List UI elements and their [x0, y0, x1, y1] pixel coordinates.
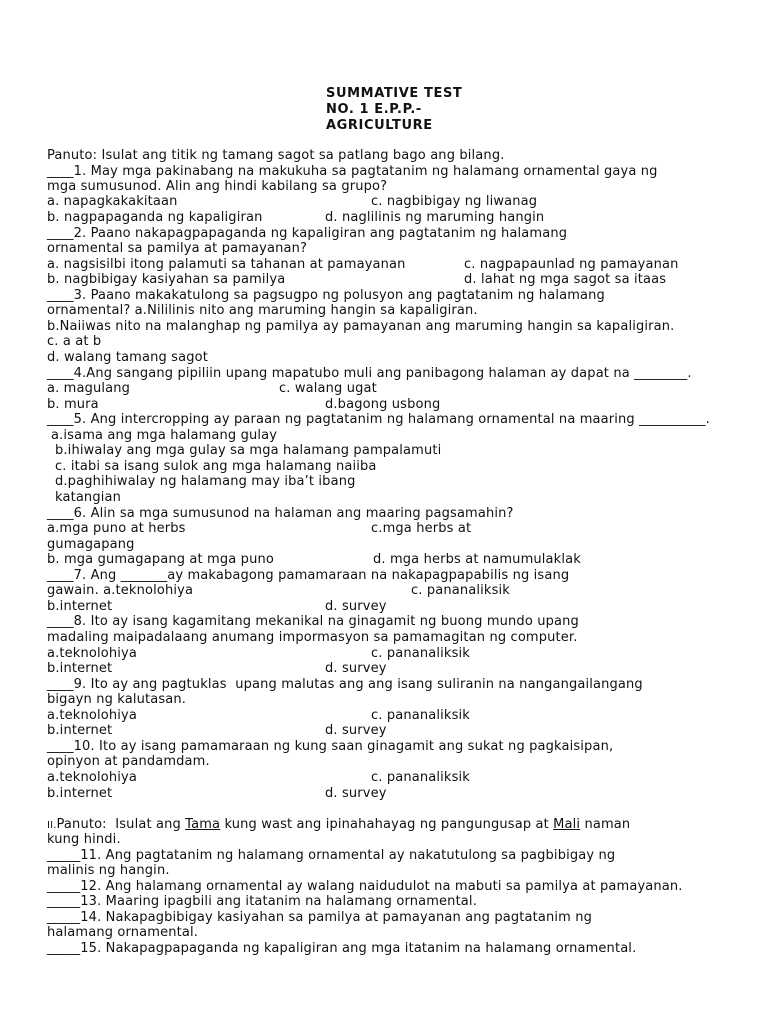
q2-choice-b: b. nagbibigay kasiyahan sa pamilya — [47, 272, 286, 287]
q14-line-2: halamang ornamental. — [47, 925, 199, 940]
q7-stem-line-1: ____7. Ang _______ay makabagong pamamaraan na nakapagpapabilis ng isang — [47, 568, 570, 583]
q1-choice-c: c. nagbibigay ng liwanag — [371, 194, 538, 209]
q9-choice-d: d. survey — [325, 723, 387, 738]
q2-stem-line-1: ____2. Paano nakapagpapaganda ng kapaligiran ang pagtatanim ng halamang — [47, 226, 568, 241]
q5-choice-b: b.ihiwalay ang mga gulay sa mga halamang pampalamuti — [55, 443, 442, 458]
q12-line: _____12. Ang halamang ornamental ay walang naidudulot na mabuti sa pamilya at pamayanan. — [47, 879, 683, 894]
q2-choice-c: c. nagpapaunlad ng pamayanan — [464, 257, 679, 272]
test-title-line-2: NO. 1 E.P.P.- — [326, 102, 422, 117]
q8-choice-a: a.teknolohiya — [47, 646, 137, 661]
q8-choice-d: d. survey — [325, 661, 387, 676]
q10-choice-d: d. survey — [325, 786, 387, 801]
q8-choice-c: c. pananaliksik — [371, 646, 470, 661]
q1-choice-d: d. naglilinis ng maruming hangin — [325, 210, 545, 225]
q4-choice-b: b. mura — [47, 397, 99, 412]
tama-keyword: Tama — [185, 817, 221, 832]
q2-choice-d: d. lahat ng mga sagot sa itaas — [464, 272, 667, 287]
q11-line-1: _____11. Ang pagtatanim ng halamang ornamental ay nakatutulong sa pagbibigay ng — [47, 848, 616, 863]
q13-line: _____13. Maaring ipagbili ang itatanim na halamang ornamental. — [47, 894, 477, 909]
q5-choice-d-line-2: katangian — [55, 490, 121, 505]
q6-choice-c-line-2: gumagapang — [47, 537, 135, 552]
q6-choice-c: c.mga herbs at — [371, 521, 472, 536]
q7-choice-d: d. survey — [325, 599, 387, 614]
q1-choice-a: a. napagkakakitaan — [47, 194, 178, 209]
q5-stem-line-1: ____5. Ang intercropping ay paraan ng pagtatanim ng halamang ornamental na maaring __________. — [47, 412, 710, 427]
q1-choice-b: b. nagpapaganda ng kapaligiran — [47, 210, 263, 225]
q10-choice-b: b.internet — [47, 786, 113, 801]
q3-choice-d: d. walang tamang sagot — [47, 350, 208, 365]
q8-stem-line-1: ____8. Ito ay isang kagamitang mekanikal na ginagamit ng buong mundo upang — [47, 614, 579, 629]
q9-choice-b: b.internet — [47, 723, 113, 738]
test-title-line-3: AGRICULTURE — [326, 118, 433, 133]
q11-line-2: malinis ng hangin. — [47, 863, 170, 878]
q14-line-1: _____14. Nakapagbibigay kasiyahan sa pamilya at pamayanan ang pagtatanim ng — [47, 910, 593, 925]
q4-choice-d: d.bagong usbong — [325, 397, 441, 412]
q9-stem-line-2: bigayn ng kalutasan. — [47, 692, 187, 707]
test-title-line-1: SUMMATIVE TEST — [326, 86, 463, 101]
q10-choice-a: a.teknolohiya — [47, 770, 137, 785]
q10-stem-line-1: ____10. Ito ay isang pamamaraan ng kung saan ginagamit ang sukat ng pagkaisipan, — [47, 739, 614, 754]
q6-choice-b: b. mga gumagapang at mga puno — [47, 552, 274, 567]
q5-choice-c: c. itabi sa isang sulok ang mga halamang naiiba — [55, 459, 377, 474]
q5-choice-a: a.isama ang mga halamang gulay — [51, 428, 278, 443]
q6-choice-d: d. mga herbs at namumulaklak — [373, 552, 581, 567]
q9-stem-line-1: ____9. Ito ay ang pagtuklas upang malutas ang ang isang suliranin na nangangailangang — [47, 677, 643, 692]
q6-choice-a: a.mga puno at herbs — [47, 521, 186, 536]
q4-stem-line-1: ____4.Ang sangang pipiliin upang mapatubo muli ang panibagong halaman ay dapat na ________. — [47, 366, 692, 381]
q7-choice-b: b.internet — [47, 599, 113, 614]
q3-choice-c: c. a at b — [47, 334, 102, 349]
q8-stem-line-2: madaling maipadalaang anumang impormasyon sa pamamagitan ng computer. — [47, 630, 578, 645]
part1-instruction: Panuto: Isulat ang titik ng tamang sagot sa patlang bago ang bilang. — [47, 148, 505, 163]
q5-choice-d-line-1: d.paghihiwalay ng halamang may iba’t ibang — [55, 474, 356, 489]
q4-choice-c: c. walang ugat — [279, 381, 377, 396]
q1-stem-line-1: ____1. May mga pakinabang na makukuha sa pagtatanim ng halamang ornamental gaya ng — [47, 164, 658, 179]
q10-stem-line-2: opinyon at pandamdam. — [47, 754, 210, 769]
q10-choice-c: c. pananaliksik — [371, 770, 470, 785]
part2-instruction-line-2: kung hindi. — [47, 832, 121, 847]
part2-instruction-line-1: II.Panuto: Isulat ang Tama kung wast ang ipinahahayag ng pangungusap at Mali naman — [47, 817, 631, 832]
q7-stem-line-2: gawain. a.teknolohiya — [47, 583, 194, 598]
q3-stem-line-1: ____3. Paano makakatulong sa pagsugpo ng polusyon ang pagtatanim ng halamang — [47, 288, 605, 303]
q9-choice-c: c. pananaliksik — [371, 708, 470, 723]
q9-choice-a: a.teknolohiya — [47, 708, 137, 723]
q3-stem-line-2: ornamental? a.Nililinis nito ang maruming hangin sa kapaligiran. — [47, 303, 478, 318]
q2-stem-line-2: ornamental sa pamilya at pamayanan? — [47, 241, 308, 256]
q1-stem-line-2: mga sumusunod. Alin ang hindi kabilang sa grupo? — [47, 179, 388, 194]
mali-keyword: Mali — [553, 817, 581, 832]
q3-choice-b: b.Naiiwas nito na malanghap ng pamilya ay pamayanan ang maruming hangin sa kapaligiran. — [47, 319, 675, 334]
part2-numeral: II. — [47, 820, 57, 831]
q7-choice-c: c. pananaliksik — [411, 583, 510, 598]
q6-stem-line-1: ____6. Alin sa mga sumusunod na halaman ang maaring pagsamahin? — [47, 506, 514, 521]
q15-line: _____15. Nakapagpapaganda ng kapaligiran ang mga itatanim na halamang ornamental. — [47, 941, 637, 956]
q8-choice-b: b.internet — [47, 661, 113, 676]
q2-choice-a: a. nagsisilbi itong palamuti sa tahanan at pamayanan — [47, 257, 406, 272]
q4-choice-a: a. magulang — [47, 381, 131, 396]
